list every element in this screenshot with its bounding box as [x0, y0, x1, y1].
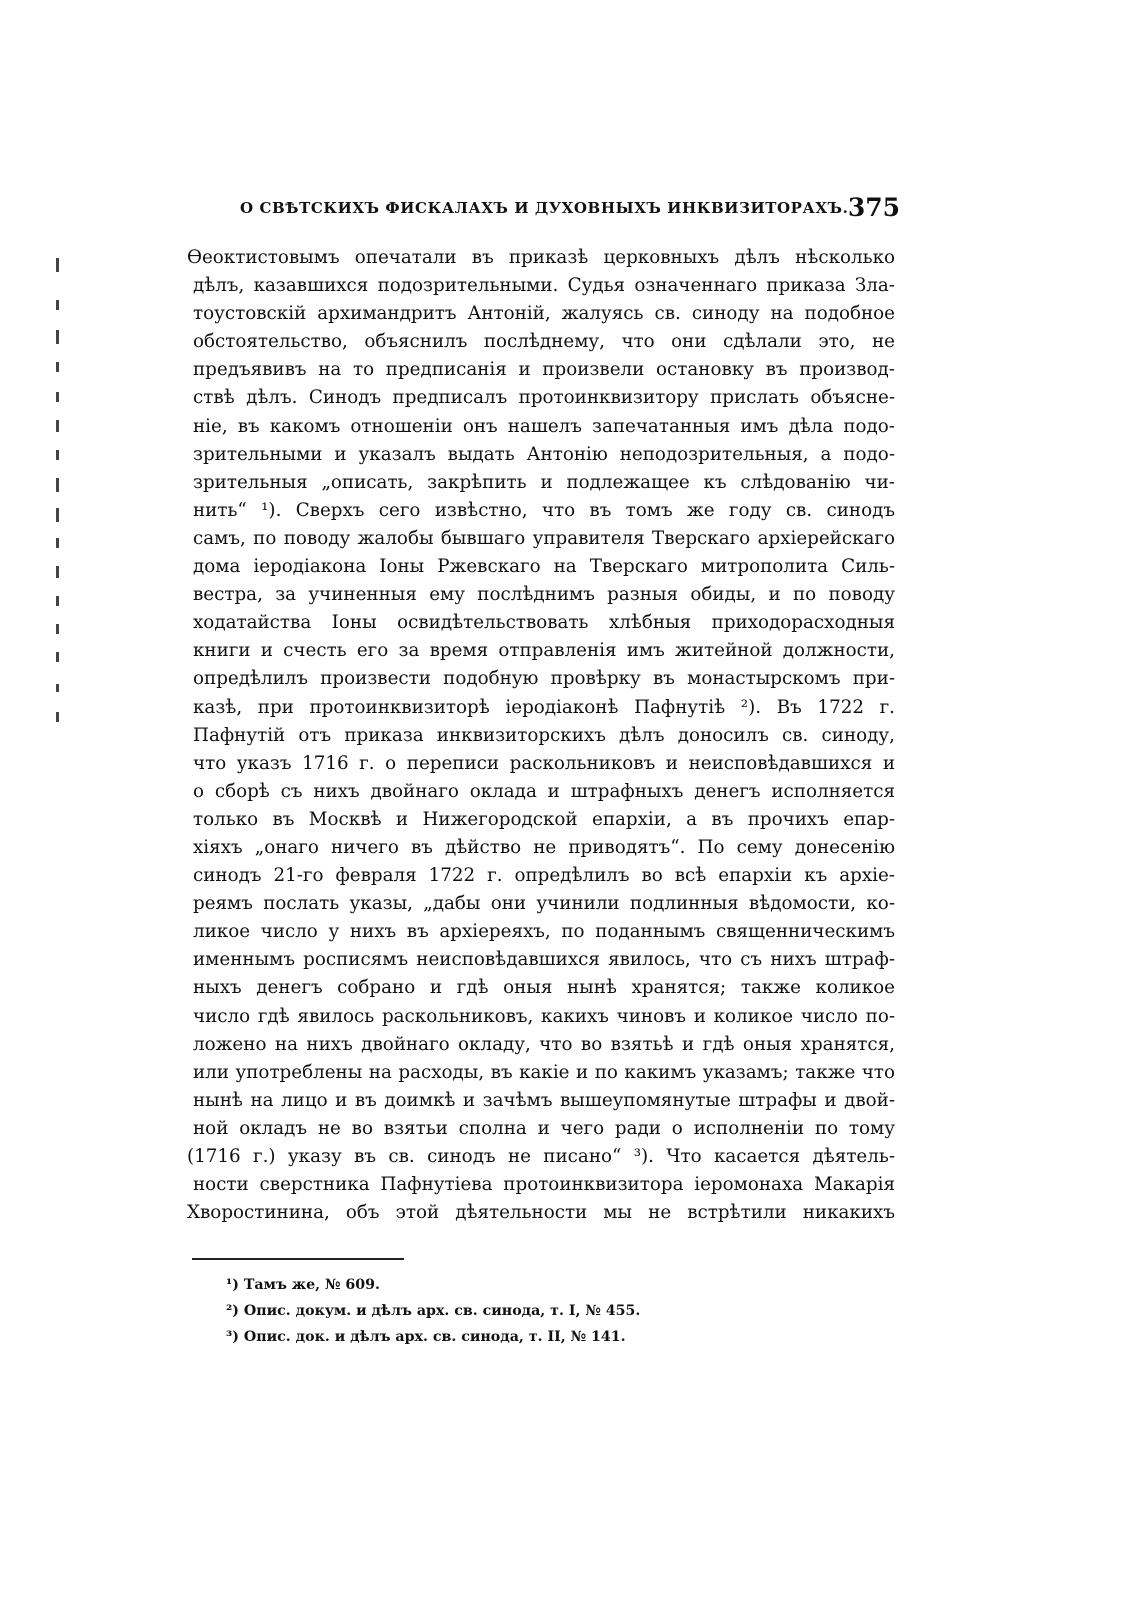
running-header: [240, 193, 900, 225]
page-number: 375: [847, 193, 900, 222]
text-line: тоустовскій архимандритъ Антоній, жалуясь св. синоду на подобное: [193, 303, 895, 325]
margin-mark: [56, 712, 59, 722]
text-line: ныхъ денегъ собрано и гдѣ оныя нынѣ хранятся; также коликое: [193, 977, 895, 999]
body-text: [187, 244, 895, 1227]
margin-mark: [56, 478, 59, 492]
text-line: именнымъ росписямъ неисповѣдавшихся явилось, что съ нихъ штраф-: [193, 949, 895, 971]
text-line: ствѣ дѣлъ. Синодъ предписалъ протоинквизитору прислать объясне-: [193, 387, 895, 409]
text-line: реямъ послать указы, „дабы они учинили подлинныя вѣдомости, ко-: [193, 893, 895, 915]
text-line: нынѣ на лицо и въ доимкѣ и зачѣмъ вышеупомянутые штрафы и двой-: [193, 1089, 895, 1111]
text-line: Ѳеоктистовымъ опечатали въ приказѣ церковныхъ дѣлъ нѣсколько: [187, 247, 895, 268]
text-line: нить“ ¹). Сверхъ сего извѣстно, что въ томъ же году св. синодъ: [193, 499, 895, 521]
text-line: о сборѣ съ нихъ двойнаго оклада и штрафныхъ денегъ исполняется: [193, 780, 895, 802]
text-line: книги и счесть его за время отправленія имъ житейной должности,: [193, 640, 895, 662]
text-line: предъявивъ на то предписанія и произвели остановку въ производ-: [193, 359, 895, 381]
margin-mark: [56, 420, 59, 432]
text-line: ной окладъ не во взятьи сполна и чего ради о исполненіи по тому: [193, 1117, 895, 1139]
margin-mark: [56, 624, 59, 634]
margin-mark: [56, 538, 59, 548]
text-line: Пафнутій отъ приказа инквизиторскихъ дѣлъ доносилъ св. синоду,: [193, 724, 895, 746]
text-line: дѣлъ, казавшихся подозрительными. Судья означеннаго приказа Зла-: [193, 275, 895, 297]
footnote-rule: [192, 1258, 404, 1260]
margin-mark: [56, 392, 59, 402]
footnote: ³) Опис. док. и дѣлъ арх. св. синода, т. II, № 141.: [226, 1329, 626, 1345]
margin-mark: [56, 258, 59, 272]
margin-mark: [56, 330, 59, 344]
text-line: синодъ 21-го февраля 1722 г. опредѣлилъ во всѣ епархіи къ архіе-: [193, 865, 895, 887]
margin-mark: [56, 362, 59, 372]
text-line: зрительными и указалъ выдать Антонію неподозрительныя, а подо-: [193, 443, 895, 465]
text-line: вестра, за учиненныя ему послѣднимъ разныя обиды, и по поводу: [193, 584, 895, 606]
margin-mark: [56, 652, 59, 662]
text-line: ности сверстника Пафнутіева протоинквизитора іеромонаха Макарія: [193, 1174, 895, 1196]
text-line: ложено на нихъ двойнаго окладу, что во взятьѣ и гдѣ оныя хранятся,: [193, 1033, 895, 1055]
text-line: Хворостинина, объ этой дѣятельности мы не встрѣтили никакихъ: [187, 1202, 895, 1224]
text-line: ходатайства Іоны освидѣтельствовать хлѣбныя приходорасходныя: [193, 612, 895, 634]
text-line: (1716 г.) указу въ св. синодъ не писано“ ³). Что касается дѣятель-: [187, 1146, 895, 1167]
text-line: или употреблены на расходы, въ какіе и по какимъ указамъ; также что: [193, 1061, 895, 1083]
text-line: что указъ 1716 г. о переписи раскольниковъ и неисповѣдавшихся и: [193, 752, 895, 774]
text-line: ніе, въ какомъ отношеніи онъ нашелъ запечатанныя имъ дѣла подо-: [193, 415, 895, 437]
text-line: ликое число у нихъ въ архіереяхъ, по поданнымъ священническимъ: [193, 921, 895, 943]
margin-mark: [56, 508, 59, 522]
text-line: зрительныя „описать, закрѣпить и подлежащее къ слѣдованію чи-: [193, 471, 895, 493]
text-line: дома іеродіакона Іоны Ржевскаго на Тверскаго митрополита Силь-: [193, 556, 895, 578]
text-line: обстоятельство, объяснилъ послѣднему, что они сдѣлали это, не: [193, 331, 895, 353]
running-title: О СВѢТСКИХЪ ФИСКАЛАХЪ И ДУХОВНЫХЪ ИНКВИЗИТОРАХЪ.: [240, 199, 849, 217]
text-line: хіяхъ „онаго ничего въ дѣйство не приводятъ“. По сему донесенію: [193, 836, 895, 858]
text-line: только въ Москвѣ и Нижегородской епархіи, а въ прочихъ епар-: [193, 808, 895, 830]
margin-mark: [56, 450, 59, 460]
text-line: самъ, по поводу жалобы бывшаго управителя Тверскаго архіерейскаго: [193, 527, 895, 549]
text-line: число гдѣ явилось раскольниковъ, какихъ чиновъ и коликое число по-: [193, 1005, 895, 1027]
footnotes: [226, 1272, 826, 1350]
text-line: казѣ, при протоинквизиторѣ іеродіаконѣ Пафнутіѣ ²). Въ 1722 г.: [193, 696, 895, 718]
margin-mark: [56, 596, 59, 606]
margin-mark: [56, 566, 59, 578]
footnote: ²) Опис. докум. и дѣлъ арх. св. синода, т. I, № 455.: [226, 1303, 641, 1319]
text-line: опредѣлилъ произвести подобную провѣрку въ монастырскомъ при-: [193, 668, 895, 690]
margin-mark: [56, 684, 59, 692]
footnote: ¹) Тамъ же, № 609.: [226, 1277, 380, 1293]
margin-mark: [56, 300, 59, 310]
